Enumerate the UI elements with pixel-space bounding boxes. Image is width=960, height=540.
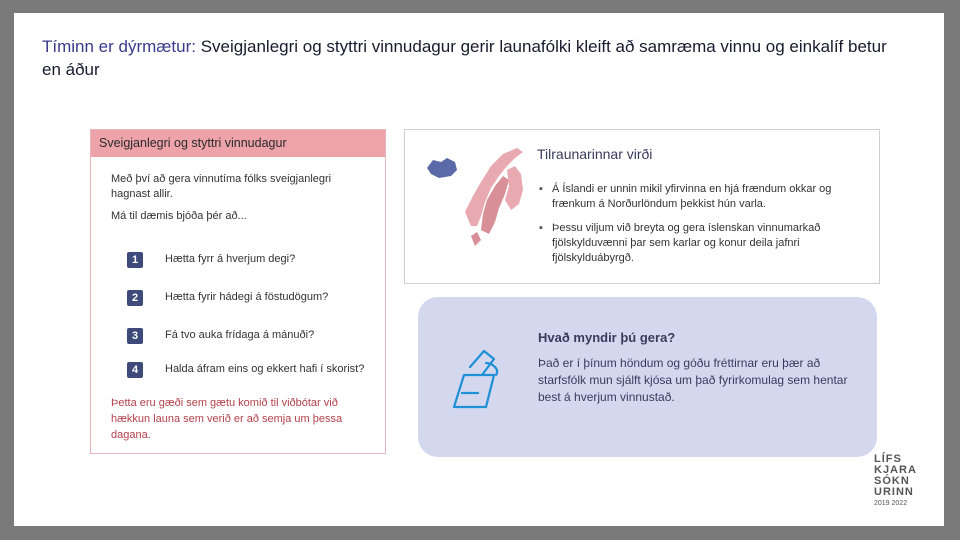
flexible-workday-panel	[90, 129, 386, 454]
bullet-text: Á Íslandi er unnin mikil yfirvinna en hjá frændum okkar og frænkum á Norðurlöndum þekkist hún varla.	[552, 183, 832, 210]
intro-text: Með því að gera vinnutíma fólks sveigjanlegri hagnast allir.	[111, 173, 332, 200]
number-badge: 1	[127, 252, 143, 268]
logo-line: SÓKN	[874, 475, 910, 487]
what-would-you-do-title: Hvað myndir þú gera?	[538, 330, 676, 345]
number-badge: 2	[127, 290, 143, 306]
ballot-box-icon	[442, 345, 512, 415]
trial-value-title: Tilraunarinnar virði	[537, 146, 653, 162]
what-would-you-do-panel	[418, 297, 877, 457]
page-title	[42, 35, 902, 81]
logo-line: KJARA	[874, 464, 917, 476]
panel-footer-note: Þetta eru gæði sem gætu komið til viðbótar við hækkun launa sem verið er að semja um þessa dagana.	[111, 397, 343, 441]
number-badge: 3	[127, 328, 143, 344]
what-would-you-do-text: Það er í þínum höndum og góðu fréttirnar eru þær að starfsfólk mun sjálft kjósa um það fyrirkomulag sem hentar best á hverjum vinnustað.	[538, 356, 848, 404]
trial-value-panel	[404, 129, 880, 284]
bullet-text: Þessu viljum við breyta og gera íslenskan vinnumarkað fjölskylduvænni þar sem karlar og konur deila jafnri fjölskylduábyrgð.	[552, 222, 821, 264]
title-main: Sveigjanlegri og styttri vinnudagur gerir launafólki kleift að samræma vinnu og einkalíf betur en áður	[42, 37, 887, 79]
title-accent: Tíminn er dýrmætur:	[42, 37, 196, 56]
logo-line: LÍFS	[874, 453, 902, 465]
nordic-map-icon	[425, 140, 525, 250]
intro-question: Má til dæmis bjóða þér að...	[111, 210, 247, 222]
option-text: Hætta fyrir hádegi á föstudögum?	[165, 291, 329, 303]
logo-line: URINN	[874, 486, 914, 498]
option-text: Fá tvo auka frídaga á mánuði?	[165, 329, 315, 341]
slide	[14, 13, 944, 526]
lifskjarasoknin-logo	[874, 454, 934, 526]
logo-years: 2019 2022	[874, 500, 908, 507]
option-text: Halda áfram eins og ekkert hafi í skorist?	[165, 363, 365, 375]
option-text: Hætta fyrr á hverjum degi?	[165, 253, 296, 265]
bullet-icon: ▪	[539, 222, 543, 234]
number-badge: 4	[127, 362, 143, 378]
panel-header: Sveigjanlegri og styttri vinnudagur	[91, 130, 385, 157]
bullet-icon: ▪	[539, 183, 543, 195]
